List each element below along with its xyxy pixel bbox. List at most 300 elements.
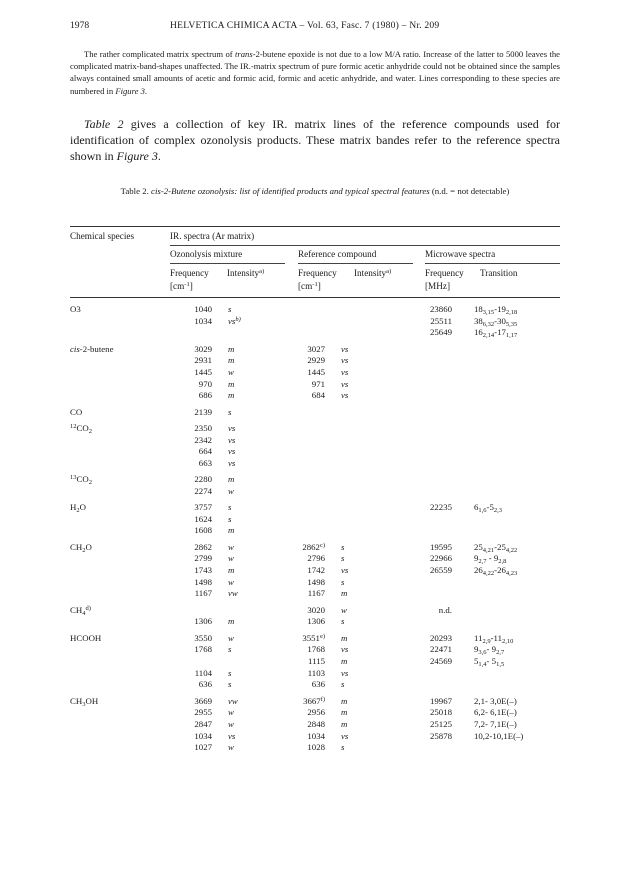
- ir-span-rule: [170, 245, 560, 246]
- unit-ref-b: -1: [312, 281, 318, 288]
- microwave-frequency-cell: [403, 407, 452, 419]
- header-frequency-oz: Frequency: [170, 268, 209, 278]
- species-cell: [70, 355, 166, 367]
- ozonolysis-frequency-cell: 1768: [194, 644, 212, 655]
- reference-intensity-cell: vs: [341, 390, 349, 401]
- table-row: [70, 719, 560, 731]
- header-intensity-oz: [227, 268, 264, 279]
- species-cell: HCOOH: [70, 632, 102, 643]
- ozonolysis-frequency-cell: 3669: [194, 695, 212, 706]
- microwave-frequency-cell: 25878: [430, 730, 452, 741]
- para2-table-ref: Table 2: [84, 117, 124, 131]
- table-intro-paragraph: [70, 117, 560, 164]
- caption-lead: Table 2.: [120, 186, 152, 196]
- transition-cell: [452, 458, 560, 470]
- header-frequency-ref: Frequency: [298, 268, 337, 278]
- ozonolysis-intensity-cell: m: [228, 355, 235, 366]
- ozonolysis-span-rule: [170, 263, 285, 264]
- microwave-frequency-cell: [403, 525, 452, 537]
- reference-frequency-cell: 3667$^{f)}$: [303, 695, 325, 706]
- unit-ref-c: ]: [317, 281, 321, 291]
- species-cell: [70, 458, 166, 470]
- microwave-frequency-cell: [403, 668, 452, 680]
- reference-frequency-cell: [283, 423, 325, 435]
- reference-intensity-cell: [325, 486, 403, 498]
- reference-frequency-cell: [283, 525, 325, 537]
- microwave-frequency-cell: [403, 588, 452, 600]
- reference-frequency-cell: [283, 446, 325, 458]
- ozonolysis-frequency-cell: 686: [198, 390, 212, 401]
- species-cell: cis-2-butene: [70, 343, 114, 354]
- microwave-frequency-cell: 19595: [430, 541, 452, 552]
- microwave-frequency-cell: 23860: [430, 304, 452, 314]
- microwave-frequency-cell: [403, 344, 452, 356]
- reference-frequency-cell: 3027: [307, 343, 325, 354]
- ozonolysis-frequency-cell: 2799: [194, 553, 212, 564]
- table-row: [70, 327, 560, 339]
- intensity-oz-note: a): [259, 268, 265, 275]
- reference-intensity-cell: m: [341, 695, 348, 706]
- para1-trans: trans: [235, 49, 253, 59]
- ozonolysis-frequency-cell: 2955: [194, 707, 212, 718]
- microwave-frequency-cell: 20293: [430, 632, 452, 643]
- reference-intensity-cell: [325, 423, 403, 435]
- unit-oz-b: -1: [184, 281, 190, 288]
- ozonolysis-intensity-cell: w: [228, 367, 234, 378]
- species-cell: [70, 588, 166, 600]
- ozonolysis-intensity-cell: s: [228, 513, 232, 524]
- microwave-frequency-cell: 22966: [430, 553, 452, 564]
- transition-cell: [452, 525, 560, 537]
- table-row: [70, 407, 560, 419]
- ozonolysis-intensity-cell: s: [228, 679, 232, 690]
- transition-cell: [452, 407, 560, 419]
- microwave-frequency-cell: [403, 458, 452, 470]
- microwave-frequency-cell: [403, 367, 452, 379]
- species-cell: [70, 367, 166, 379]
- species-cell: CO: [70, 406, 83, 417]
- reference-intensity-cell: m: [341, 707, 348, 718]
- reference-frequency-cell: 1115: [308, 655, 325, 666]
- ozonolysis-intensity-cell: $vs^{b)}$: [228, 315, 241, 326]
- species-cell: $CH_2O$: [70, 541, 92, 554]
- reference-intensity-cell: [325, 435, 403, 447]
- species-cell: $CH_3OH$: [70, 695, 99, 708]
- intensity-ref-note: a): [386, 268, 392, 275]
- table-row: [70, 742, 560, 754]
- table-row: [70, 644, 560, 656]
- table-row: [70, 316, 560, 328]
- species-cell: [70, 525, 166, 537]
- intensity-oz-label: Intensity: [227, 268, 260, 278]
- reference-intensity-cell: s: [341, 541, 345, 552]
- transition-cell: [452, 742, 560, 754]
- table-row: [70, 633, 560, 645]
- species-cell: $^{12}CO_2$: [70, 422, 92, 435]
- ozonolysis-frequency-cell: 1040: [194, 304, 212, 314]
- reference-intensity-cell: s: [341, 679, 345, 690]
- transition-cell: $11_{2,9}-11_{2,10}$: [474, 632, 514, 645]
- species-cell: [70, 390, 166, 402]
- table-row: [70, 542, 560, 554]
- ozonolysis-frequency-cell: [166, 656, 212, 668]
- reference-frequency-cell: [283, 458, 325, 470]
- para2-text-1: gives a collection of key IR. matrix lines of the reference compounds used for identification of complex ozonolysis products. These matrix bandes refer to the reference spectra shown in: [70, 117, 561, 163]
- species-cell: [70, 719, 166, 731]
- transition-cell: [452, 435, 560, 447]
- header-intensity-ref: [354, 268, 391, 279]
- table-row: [70, 502, 560, 514]
- reference-frequency-cell: 2848: [307, 719, 325, 729]
- microwave-frequency-cell: [403, 435, 452, 447]
- reference-intensity-cell: [325, 514, 403, 526]
- table-row: [70, 474, 560, 486]
- reference-intensity-cell: vs: [341, 667, 349, 678]
- ozonolysis-intensity-cell: w: [228, 541, 234, 552]
- header-chemical-species: Chemical species: [70, 231, 135, 241]
- para1-figure-ref: Figure 3: [115, 85, 145, 96]
- species-cell: [70, 327, 166, 339]
- table-row: [70, 668, 560, 680]
- unit-oz-c: ]: [189, 281, 193, 291]
- transition-cell: [452, 379, 560, 391]
- table-row: [70, 707, 560, 719]
- ozonolysis-intensity-cell: w: [228, 485, 234, 496]
- ozonolysis-intensity-cell: s: [228, 406, 232, 417]
- transition-cell: 2,1- 3,0E(–): [474, 695, 517, 706]
- table-row: [70, 565, 560, 577]
- ozonolysis-frequency-cell: 2280: [194, 474, 212, 485]
- microwave-frequency-cell: [403, 486, 452, 498]
- ozonolysis-frequency-cell: 1104: [194, 667, 212, 678]
- table-top-rule: [70, 226, 560, 227]
- ozonolysis-intensity-cell: w: [228, 742, 234, 753]
- reference-intensity-cell: vs: [341, 644, 349, 655]
- table-row: [70, 355, 560, 367]
- transition-cell: [452, 616, 560, 628]
- ozonolysis-frequency-cell: 2931: [194, 355, 212, 366]
- caption-note: (n.d. = not detectable): [429, 186, 510, 196]
- ozonolysis-intensity-cell: s: [228, 644, 232, 655]
- transition-cell: [452, 446, 560, 458]
- table-row: [70, 458, 560, 470]
- transition-cell: [452, 588, 560, 600]
- species-cell: [70, 577, 166, 589]
- header-unit-cm-oz: [170, 281, 193, 292]
- reference-intensity-cell: vs: [341, 367, 349, 378]
- header-frequency-mw: Frequency: [425, 268, 464, 278]
- microwave-frequency-cell: [403, 423, 452, 435]
- table-row: [70, 577, 560, 589]
- reference-intensity-cell: vs: [341, 730, 349, 741]
- ozonolysis-frequency-cell: 1034: [194, 730, 212, 741]
- spectra-table-body: [70, 304, 560, 754]
- reference-intensity-cell: vs: [341, 565, 349, 576]
- transition-cell: $9_{3,6}-$ $9_{2,7}$: [474, 644, 505, 657]
- table-row: [70, 696, 560, 708]
- ozonolysis-intensity-cell: [212, 605, 283, 617]
- reference-frequency-cell: [283, 435, 325, 447]
- ozonolysis-intensity-cell: vs: [228, 730, 236, 741]
- species-cell: [70, 486, 166, 498]
- ozonolysis-intensity-cell: vs: [228, 446, 236, 457]
- para1-text-3: .: [144, 85, 148, 96]
- transition-cell: [452, 390, 560, 402]
- table-row: [70, 423, 560, 435]
- transition-cell: [452, 355, 560, 367]
- para1-text-1: The rather complicated matrix spectrum of: [84, 49, 236, 59]
- transition-cell: [452, 668, 560, 680]
- ozonolysis-frequency-cell: 3550: [194, 632, 212, 643]
- reference-frequency-cell: [283, 474, 325, 486]
- reference-intensity-cell: [325, 316, 403, 328]
- microwave-frequency-cell: [403, 679, 452, 691]
- table-row: [70, 616, 560, 628]
- table-row: [70, 679, 560, 691]
- reference-frequency-cell: [283, 502, 325, 514]
- ozonolysis-intensity-cell: m: [228, 525, 235, 536]
- spectra-table: [70, 304, 560, 754]
- journal-title: HELVETICA CHIMICA ACTA – Vol. 63, Fasc. 7 (1980) – Nr. 209: [170, 20, 440, 31]
- table-row: [70, 446, 560, 458]
- ozonolysis-frequency-cell: 1306: [194, 616, 212, 627]
- microwave-frequency-cell: 25511: [430, 315, 452, 326]
- microwave-frequency-cell: 22471: [430, 644, 452, 655]
- reference-frequency-cell: 3020: [307, 604, 325, 615]
- table-row: [70, 435, 560, 447]
- unit-ref-a: [cm: [298, 281, 313, 291]
- transition-cell: 6,2- 6,1E(–): [474, 707, 517, 718]
- table-row: [70, 605, 560, 617]
- reference-frequency-cell: 971: [311, 378, 325, 389]
- table-row: [70, 486, 560, 498]
- reference-intensity-cell: [325, 407, 403, 419]
- reference-span-rule: [298, 263, 413, 264]
- ozonolysis-frequency-cell: [166, 327, 212, 339]
- microwave-frequency-cell: [403, 379, 452, 391]
- reference-intensity-cell: s: [341, 553, 345, 564]
- ozonolysis-intensity-cell: m: [228, 616, 235, 627]
- ozonolysis-frequency-cell: 1445: [194, 367, 212, 378]
- header-transition: Transition: [480, 268, 518, 278]
- transition-cell: [452, 679, 560, 691]
- transition-cell: [452, 423, 560, 435]
- transition-cell: 7,2- 7,1E(–): [474, 719, 517, 729]
- ozonolysis-frequency-cell: 1743: [194, 565, 212, 576]
- reference-frequency-cell: 2929: [307, 355, 325, 366]
- transition-cell: $18_{3,15}-19_{2,18}$: [474, 304, 518, 316]
- reference-intensity-cell: m: [341, 632, 348, 643]
- transition-cell: [452, 344, 560, 356]
- ozonolysis-frequency-cell: 2274: [194, 485, 212, 496]
- ozonolysis-frequency-cell: 1167: [194, 588, 212, 599]
- transition-cell: $26_{4,22}-26_{4,23}$: [474, 565, 518, 578]
- table-header-rule: [70, 297, 560, 298]
- species-cell: [70, 644, 166, 656]
- microwave-frequency-cell: [403, 742, 452, 754]
- transition-cell: $5_{1,4}-$ $5_{1,5}$: [474, 655, 505, 668]
- reference-intensity-cell: m: [341, 719, 348, 729]
- reference-frequency-cell: 1742: [307, 565, 325, 576]
- microwave-frequency-cell: [403, 390, 452, 402]
- table-row: [70, 553, 560, 565]
- reference-frequency-cell: 1306: [307, 616, 325, 627]
- reference-intensity-cell: s: [341, 742, 345, 753]
- ozonolysis-frequency-cell: 663: [198, 457, 212, 468]
- reference-intensity-cell: s: [341, 616, 345, 627]
- intro-paragraph: [70, 48, 560, 97]
- reference-frequency-cell: 1103: [307, 667, 325, 678]
- reference-frequency-cell: 1034: [307, 730, 325, 741]
- microwave-frequency-cell: 26559: [430, 565, 452, 576]
- microwave-frequency-cell: 19967: [430, 695, 452, 706]
- species-cell: [70, 679, 166, 691]
- microwave-span-rule: [425, 263, 560, 264]
- species-cell: O3: [70, 304, 81, 314]
- species-cell: [70, 435, 166, 447]
- microwave-frequency-cell: 24569: [430, 655, 452, 666]
- table-row: [70, 588, 560, 600]
- ozonolysis-intensity-cell: vw: [228, 695, 238, 706]
- transition-cell: $6_{1,6}-5_{2,3}$: [474, 502, 502, 515]
- table-caption: [70, 185, 560, 197]
- transition-cell: $25_{4,21}-25_{4,22}$: [474, 541, 518, 554]
- reference-intensity-cell: vs: [341, 355, 349, 366]
- species-cell: $CH_4^{d)}$: [70, 604, 91, 617]
- species-cell: [70, 565, 166, 577]
- reference-frequency-cell: [283, 486, 325, 498]
- ozonolysis-intensity-cell: m: [228, 390, 235, 401]
- reference-frequency-cell: 1498: [307, 576, 325, 587]
- header-ir-spectra: IR. spectra (Ar matrix): [170, 231, 255, 241]
- reference-intensity-cell: [325, 525, 403, 537]
- ozonolysis-intensity-cell: m: [228, 474, 235, 485]
- header-reference-compound: Reference compound: [298, 249, 377, 259]
- reference-frequency-cell: 1445: [307, 367, 325, 378]
- species-cell: [70, 379, 166, 391]
- reference-frequency-cell: 1768: [307, 644, 325, 655]
- microwave-frequency-cell: [403, 577, 452, 589]
- table-row: [70, 514, 560, 526]
- ozonolysis-frequency-cell: [166, 605, 212, 617]
- header-microwave-spectra: Microwave spectra: [425, 249, 496, 259]
- microwave-frequency-cell: [403, 355, 452, 367]
- ozonolysis-frequency-cell: 636: [198, 679, 212, 690]
- ozonolysis-frequency-cell: 1498: [194, 576, 212, 587]
- reference-intensity-cell: m: [341, 655, 348, 666]
- ozonolysis-intensity-cell: w: [228, 707, 234, 718]
- table-row: [70, 656, 560, 668]
- table-row: [70, 304, 560, 316]
- table-row: [70, 379, 560, 391]
- transition-cell: [452, 486, 560, 498]
- ozonolysis-frequency-cell: 2350: [194, 422, 212, 433]
- transition-cell: [452, 605, 560, 617]
- microwave-frequency-cell: n.d.: [438, 604, 452, 615]
- species-cell: [70, 446, 166, 458]
- reference-frequency-cell: 636: [311, 679, 325, 690]
- reference-frequency-cell: [283, 327, 325, 339]
- header-unit-mhz: [MHz]: [425, 281, 451, 291]
- ozonolysis-intensity-cell: m: [228, 343, 235, 354]
- ozonolysis-intensity-cell: w: [228, 719, 234, 729]
- transition-cell: [452, 367, 560, 379]
- ozonolysis-intensity-cell: s: [228, 304, 232, 314]
- species-cell: [70, 514, 166, 526]
- reference-frequency-cell: 2956: [307, 707, 325, 718]
- ozonolysis-frequency-cell: 2342: [194, 434, 212, 445]
- transition-cell: [452, 514, 560, 526]
- microwave-frequency-cell: 25018: [430, 707, 452, 718]
- reference-intensity-cell: w: [341, 604, 347, 615]
- reference-intensity-cell: m: [341, 588, 348, 599]
- ozonolysis-frequency-cell: 2139: [194, 406, 212, 417]
- para1-text-2: -2-butene epoxide is not due to a low M/A ratio. Increase of the latter to 5000 leaves the complicated matrix-band-shapes unaffected. The IR.-matrix spectrum of pure formic acetic anhydride could not be obtained since the samples always contained small amounts of acetic and formic acid, formic and acetic anhydride, and water. Lines corresponding to these species are numbered in: [70, 49, 560, 96]
- ozonolysis-intensity-cell: w: [228, 553, 234, 564]
- microwave-frequency-cell: [403, 446, 452, 458]
- reference-frequency-cell: 3551$^{e)}$: [302, 632, 325, 643]
- reference-intensity-cell: [325, 327, 403, 339]
- ozonolysis-intensity-cell: vw: [228, 588, 238, 599]
- ozonolysis-frequency-cell: 3757: [194, 502, 212, 513]
- ozonolysis-intensity-cell: [212, 656, 283, 668]
- para2-text-2: .: [157, 148, 161, 163]
- ozonolysis-intensity-cell: vs: [228, 457, 236, 468]
- ozonolysis-frequency-cell: 1624: [194, 513, 212, 524]
- ozonolysis-intensity-cell: vs: [228, 434, 236, 445]
- microwave-frequency-cell: 25649: [430, 327, 452, 338]
- reference-frequency-cell: [283, 514, 325, 526]
- ozonolysis-intensity-cell: s: [228, 667, 232, 678]
- transition-cell: $38_{6,32}-30_{5,35}$: [474, 315, 518, 328]
- reference-intensity-cell: [325, 458, 403, 470]
- reference-frequency-cell: 1167: [307, 588, 325, 599]
- reference-frequency-cell: 1028: [307, 742, 325, 753]
- transition-cell: $16_{2,14}-17_{1,17}$: [474, 327, 518, 340]
- transition-cell: [452, 577, 560, 589]
- table-row: [70, 731, 560, 743]
- species-cell: [70, 553, 166, 565]
- ozonolysis-intensity-cell: m: [228, 565, 235, 576]
- species-cell: [70, 656, 166, 668]
- caption-title: cis-2-Butene ozonolysis: list of identified products and typical spectral features: [151, 186, 430, 196]
- ozonolysis-frequency-cell: 3029: [194, 343, 212, 354]
- species-cell: [70, 731, 166, 743]
- reference-intensity-cell: [325, 502, 403, 514]
- reference-intensity-cell: vs: [341, 378, 349, 389]
- species-cell: [70, 616, 166, 628]
- ozonolysis-intensity-cell: s: [228, 502, 232, 513]
- table-row: [70, 390, 560, 402]
- species-cell: [70, 707, 166, 719]
- reference-frequency-cell: [283, 316, 325, 328]
- reference-frequency-cell: 684: [311, 390, 325, 401]
- table-row: [70, 344, 560, 356]
- page-number: 1978: [70, 20, 90, 31]
- ozonolysis-intensity-cell: w: [228, 632, 234, 643]
- transition-cell: 10,2-10,1E(–): [474, 730, 524, 741]
- ozonolysis-frequency-cell: 1608: [194, 525, 212, 536]
- microwave-frequency-cell: 25125: [430, 719, 452, 729]
- species-cell: [70, 742, 166, 754]
- ozonolysis-frequency-cell: 2862: [194, 541, 212, 552]
- para2-figure-ref: Figure 3: [116, 148, 158, 163]
- species-cell: [70, 668, 166, 680]
- ozonolysis-intensity-cell: vs: [228, 422, 236, 433]
- microwave-frequency-cell: [403, 474, 452, 486]
- ozonolysis-frequency-cell: 1027: [194, 742, 212, 753]
- reference-frequency-cell: 2796: [307, 553, 325, 564]
